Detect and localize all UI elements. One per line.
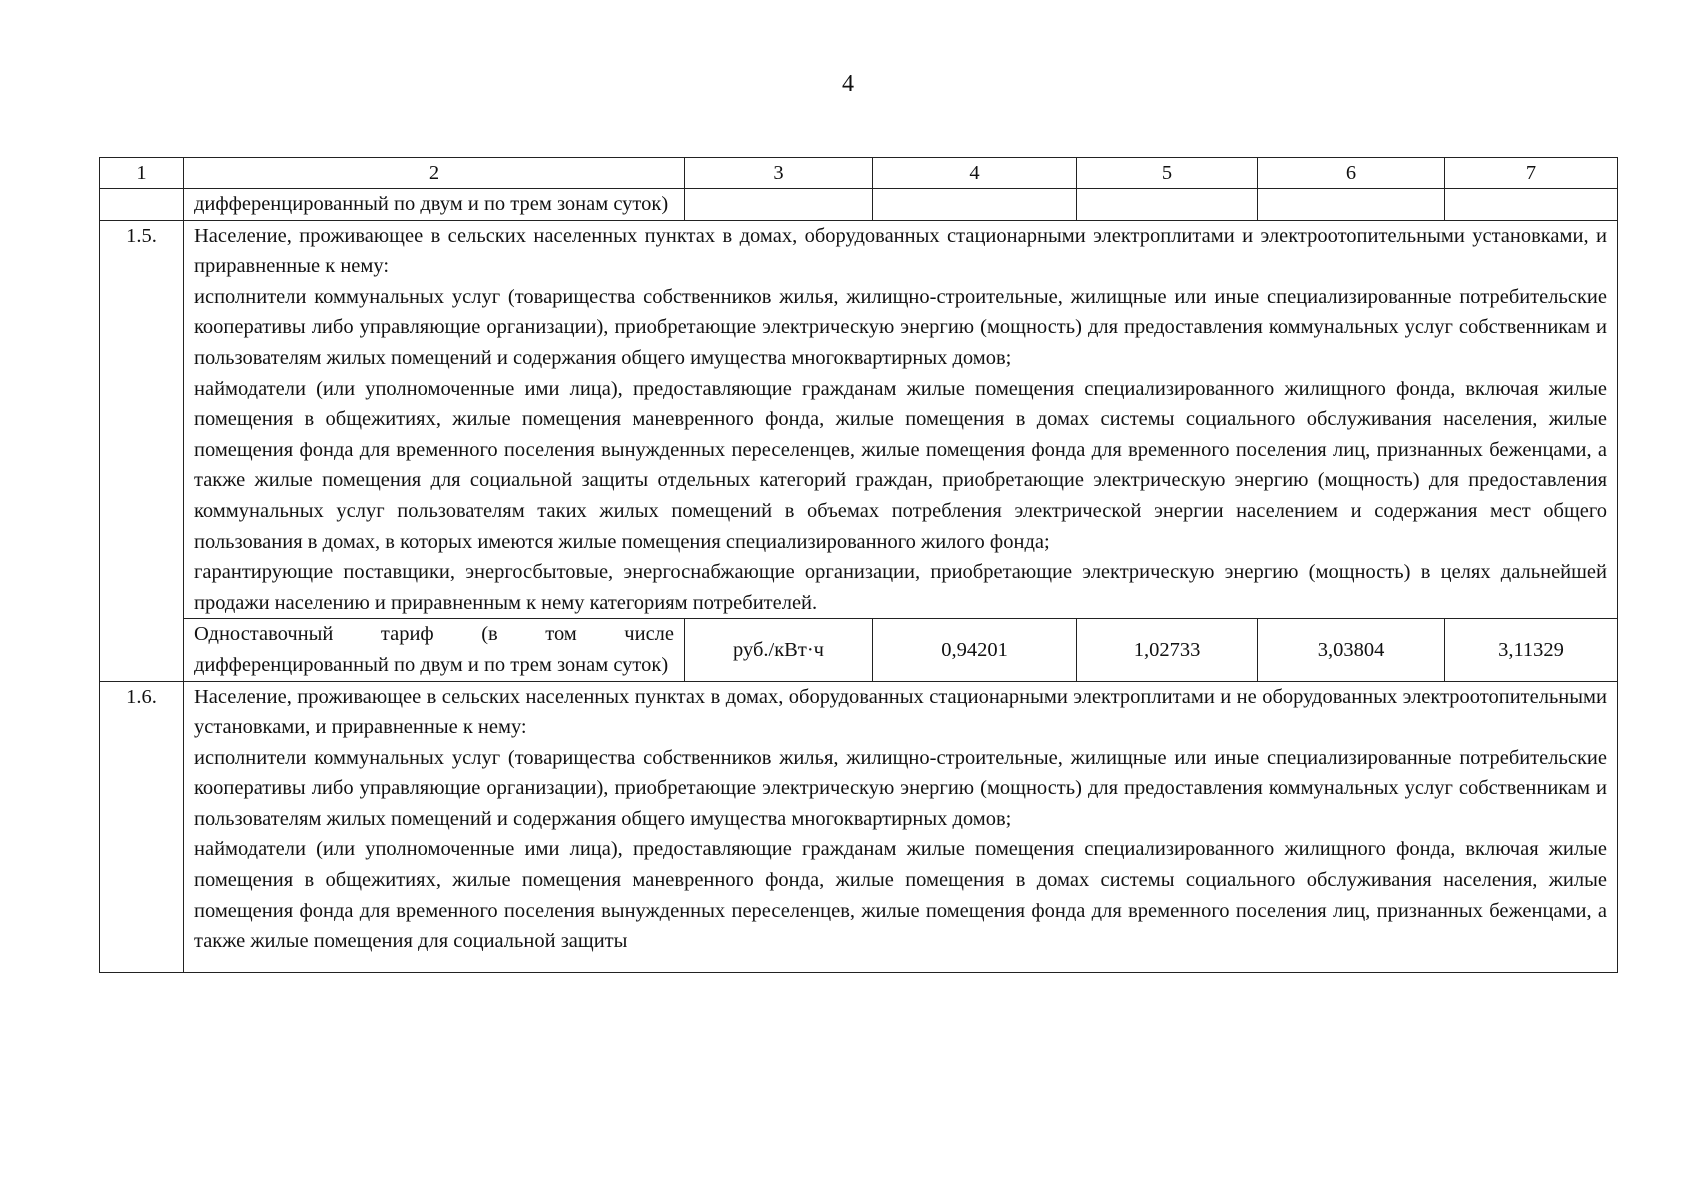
section-1-5-tariff-row: [100, 619, 1618, 681]
continuation-row: [100, 189, 1618, 221]
continuation-value-cell: [1445, 189, 1618, 221]
section-1-5-paragraph: исполнители коммунальных услуг (товарищества собственников жилья, жилищно-строительные, жилищные или иные специализированные потребительские кооперативы либо управляющие организации), приобретающие электрическую энергию (мощность) для предоставления коммунальных услуг собственникам и пользователям жилых помещений и содержания общего имущества многоквартирных домов;: [194, 285, 1607, 369]
continuation-unit-cell: [685, 189, 873, 221]
section-1-5-paragraph: гарантирующие поставщики, энергосбытовые, энергоснабжающие организации, приобретающие электрическую энергию (мощность) в целях дальнейшей продажи населению и приравненным к нему категориям потребителей.: [194, 561, 1607, 614]
header-cell-7: 7: [1445, 158, 1618, 189]
tariff-value: 1,02733: [1077, 619, 1258, 681]
continuation-number-cell: [100, 189, 184, 221]
header-cell-2: 2: [184, 158, 685, 189]
section-1-6-number: [100, 681, 184, 972]
header-cell-3: 3: [685, 158, 873, 189]
tariff-label: Одноставочный тариф (в том числе дифференцированный по двум и по трем зонам суток): [184, 619, 685, 681]
header-cell-1: 1: [100, 158, 184, 189]
header-cell-4: 4: [873, 158, 1077, 189]
section-1-6-paragraph: наймодатели (или уполномоченные ими лица), предоставляющие гражданам жилые помещения специализированного жилищного фонда, включая жилые помещения в общежитиях, жилые помещения маневренного фонда, жилые помещения в домах системы социального обслуживания населения, жилые помещения фонда для временного поселения вынужденных переселенцев, жилые помещения фонда для временного поселения лиц, признанных беженцами, а также жилые помещения для социальной защиты: [194, 838, 1607, 953]
tariff-value: 0,94201: [873, 619, 1077, 681]
tariff-value: 3,11329: [1445, 619, 1618, 681]
continuation-value-cell: [1258, 189, 1445, 221]
tariff-table: [99, 157, 1618, 973]
section-1-6-description: [184, 681, 1618, 972]
section-1-6-number-text: 1.6.: [126, 685, 157, 708]
section-1-5-paragraph: Население, проживающее в сельских населенных пунктах в домах, оборудованных стационарными электроплитами и электроотопительными установками, и приравненные к нему:: [194, 224, 1607, 278]
page-number: 4: [842, 71, 854, 97]
section-1-5-number: 1.5.: [100, 220, 184, 681]
continuation-value-cell: [873, 189, 1077, 221]
header-cell-5: 5: [1077, 158, 1258, 189]
header-row: [100, 158, 1618, 189]
tariff-value: 3,03804: [1258, 619, 1445, 681]
continuation-value-cell: [1077, 189, 1258, 221]
section-1-5-description-row: [100, 220, 1618, 619]
tariff-unit: руб./кВт·ч: [685, 619, 873, 681]
section-1-6-paragraph: Население, проживающее в сельских населенных пунктах в домах, оборудованных стационарными электроплитами и не оборудованных электроотопительными установками, и приравненные к нему:: [194, 685, 1607, 739]
header-cell-6: 6: [1258, 158, 1445, 189]
section-1-6-clip: [194, 682, 1607, 972]
section-1-6-description-row: [100, 681, 1618, 972]
continuation-text: дифференцированный по двум и по трем зонам суток): [184, 189, 685, 221]
section-1-6-paragraph: исполнители коммунальных услуг (товарищества собственников жилья, жилищно-строительные, жилищные или иные специализированные потребительские кооперативы либо управляющие организации), приобретающие электрическую энергию (мощность) для предоставления коммунальных услуг собственникам и пользователям жилых помещений и содержания общего имущества многоквартирных домов;: [194, 746, 1607, 830]
section-1-5-description: [184, 220, 1618, 619]
section-1-5-paragraph: наймодатели (или уполномоченные ими лица), предоставляющие гражданам жилые помещения специализированного жилищного фонда, включая жилые помещения в общежитиях, жилые помещения маневренного фонда, жилые помещения в домах системы социального обслуживания населения, жилые помещения фонда для временного поселения вынужденных переселенцев, жилые помещения фонда для временного поселения лиц, признанных беженцами, а также жилые помещения для социальной защиты отдельных категорий граждан, приобретающие электрическую энергию (мощность) для предоставления коммунальных услуг пользователям таких жилых помещений в объемах потребления электрической энергии населением и содержания мест общего пользования в домах, в которых имеются жилые помещения специализированного жилого фонда;: [194, 377, 1607, 553]
